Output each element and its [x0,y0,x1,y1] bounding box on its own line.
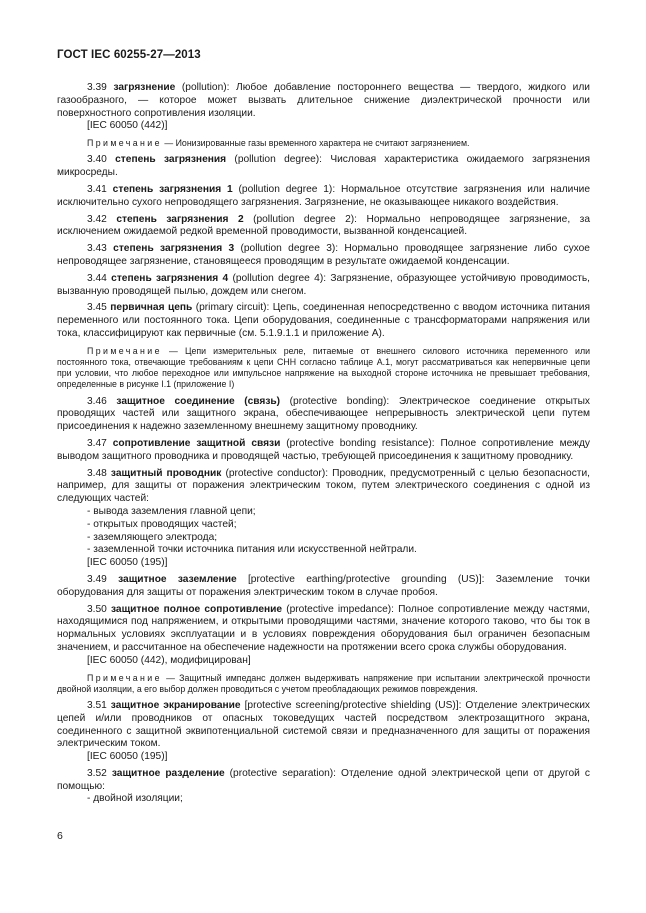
term-number: 3.48 [87,467,107,479]
term-text: (primary circuit): Цепь, соединенная непосредственно с вводом источника питания переменного или постоянного тока. Цепи оборудования, соединенные с трансформаторами напряжения или тока, классифицируют как первичные (см. 5.1.9.1.1 и приложение А). [57,302,591,339]
term-number: 3.40 [87,154,107,166]
term-number: 3.52 [87,767,107,779]
source-reference: [IEC 60050 (195)] [87,751,168,763]
term-text: (pollution): Любое добавление постороннего вещества — твердого, жидкого или газообразного, — которое может вызвать длительное снижение диэлектрической прочности или поверхностного сопротивления изоляции. [57,82,590,119]
term-definition [57,184,590,210]
term-definition [57,214,590,240]
term-text: (protective bonding resistance): Полное сопротивление между выводом защитного проводника и проводящей частью, требующей присоединения к защитному проводнику. [57,437,590,462]
term-number: 3.43 [87,243,107,255]
term-name: сопротивление защитной связи [112,437,281,449]
term-number: 3.41 [87,183,107,195]
term-text: (protective impedance): Полное сопротивление между частями, находящимися под напряжением, и открытыми проводящими частями, значение которого таково, что бы ток в нормальных условиях эксплуатации и в условиях повреждения оборудования был ограничен безопасным значением, и рассчитанное на обеспечение надежности на протяжении всего срока службы оборудования. [57,603,590,653]
note [57,138,590,149]
term-definition [57,438,590,464]
term-name: защитное разделение [111,767,225,779]
term-definition [57,396,590,434]
term-number: 3.47 [87,437,107,449]
note [57,346,590,391]
note-label: Примечание [87,672,162,683]
term-definition [57,468,590,506]
term-definition [57,82,590,120]
term-text: (protective separation): Отделение одной электрической цепи от другой с помощью: [57,767,590,792]
term-text: (pollution degree 4): Загрязнение, образующее устойчивую проводимость, вызванную проводящей пылью, дождем или снегом. [57,272,590,297]
source-reference: [IEC 60050 (442)] [87,120,168,132]
term-text: (protective bonding): Электрическое соединение открытых проводящих частей или защитного экрана, обеспечивающее непрерывность электрической цепи путем присоединения к надежно заземленному внешнему защитному проводнику. [57,395,590,433]
term-text: (protective conductor): Проводник, предусмотренный с целью безопасности, например, для защиты от поражения электрическим током, путем электрического соединения с одной из следующих частей: [57,467,590,505]
term-name: защитный проводник [110,467,222,479]
term-text: [protective screening/protective shielding (US)]: Отделение электрических цепей и/или проводников от опасных токоведущих частей посредством электрозащитного экрана, соединенного с защитной эквипотенциальной системой связи и предназначенного для защиты от поражения электрическим током. [57,699,590,750]
list-item: - вывода заземления главной цепи; [87,505,256,517]
term-name: степень загрязнения 3 [113,243,235,255]
term-definition [57,273,590,299]
term-text: (pollution degree): Числовая характеристика ожидаемого загрязнения микросреды. [57,154,590,179]
page-number: 6 [57,830,63,842]
note [57,673,590,695]
note-label: Примечание [87,345,162,356]
term-number: 3.50 [87,603,107,615]
term-name: степень загрязнения 1 [112,183,233,195]
term-name: загрязнение [113,82,176,93]
term-text: (pollution degree 2): Нормально непроводящее загрязнение, за исключением ожидаемой редкой временной проводимости, вызванной конденсацией. [57,213,590,238]
term-name: степень загрязнения 2 [116,213,244,225]
term-name: первичная цепь [110,302,193,314]
source-reference: [IEC 60050 (195)] [87,557,168,569]
term-name: защитное заземление [118,573,237,585]
note-label: Примечание [87,138,162,149]
term-number: 3.45 [87,302,107,314]
list-item: - заземляющего электрода; [87,531,218,543]
term-text: [protective earthing/protective grounding (US)]: Заземление точки оборудования для защиты от поражения электрическим током в случае пробоя. [57,573,590,598]
term-definition [57,604,590,655]
term-text: (pollution degree 3): Нормально проводящее загрязнение либо сухое непроводящее загрязнение, становящееся проводящим в результате ожидаемой конденсации. [57,243,590,267]
term-text: (pollution degree 1): Нормальное отсутствие загрязнения или наличие исключительно сухого непроводящего загрязнения. Загрязнение, не оказывающее никакого воздействия. [57,183,590,208]
note-text: — Защитный импеданс должен выдерживать напряжение при испытании электрической прочности двойной изоляции, а его выбор должен проводиться с учетом преобладающих режимов повреждения. [57,672,590,694]
term-definition [57,154,590,180]
term-definition [57,302,590,340]
term-definition [57,768,590,794]
term-definition [57,243,590,269]
term-definition [57,700,590,751]
list-item: - двойной изоляции; [87,793,183,805]
note-text: — Цепи измерительных реле, питаемые от внешнего силового источника переменного или постоянного тока, отвечающие требованиям к цепи СНН согласно таблице А.1, могут рассматриваться как непервичные цепи при условии, что любое переходное или импульсное напряжение на выходной стороне источника не превышает требования, определенные в рисунке I.1 (приложение I) [57,345,590,390]
term-name: степень загрязнения [115,154,227,166]
document-body [57,78,590,806]
term-number: 3.42 [87,213,107,225]
term-name: защитное полное сопротивление [110,603,283,615]
list-item: - открытых проводящих частей; [87,518,237,530]
term-number: 3.51 [87,699,107,711]
list-item: - заземленной точки источника питания или искусственной нейтрали. [87,544,417,556]
term-number: 3.39 [87,82,107,93]
document-header: ГОСТ IEC 60255-27—2013 [57,49,201,61]
source-reference: [IEC 60050 (442), модифицирован] [87,654,251,666]
note-text: — Ионизированные газы временного характера не считают загрязнением. [161,138,470,149]
term-name: степень загрязнения 4 [111,272,229,284]
term-number: 3.46 [87,395,107,407]
term-number: 3.44 [87,272,107,284]
term-definition [57,574,590,600]
term-number: 3.49 [87,573,107,585]
term-name: защитное экранирование [110,699,241,711]
term-name: защитное соединение (связь) [116,395,281,407]
